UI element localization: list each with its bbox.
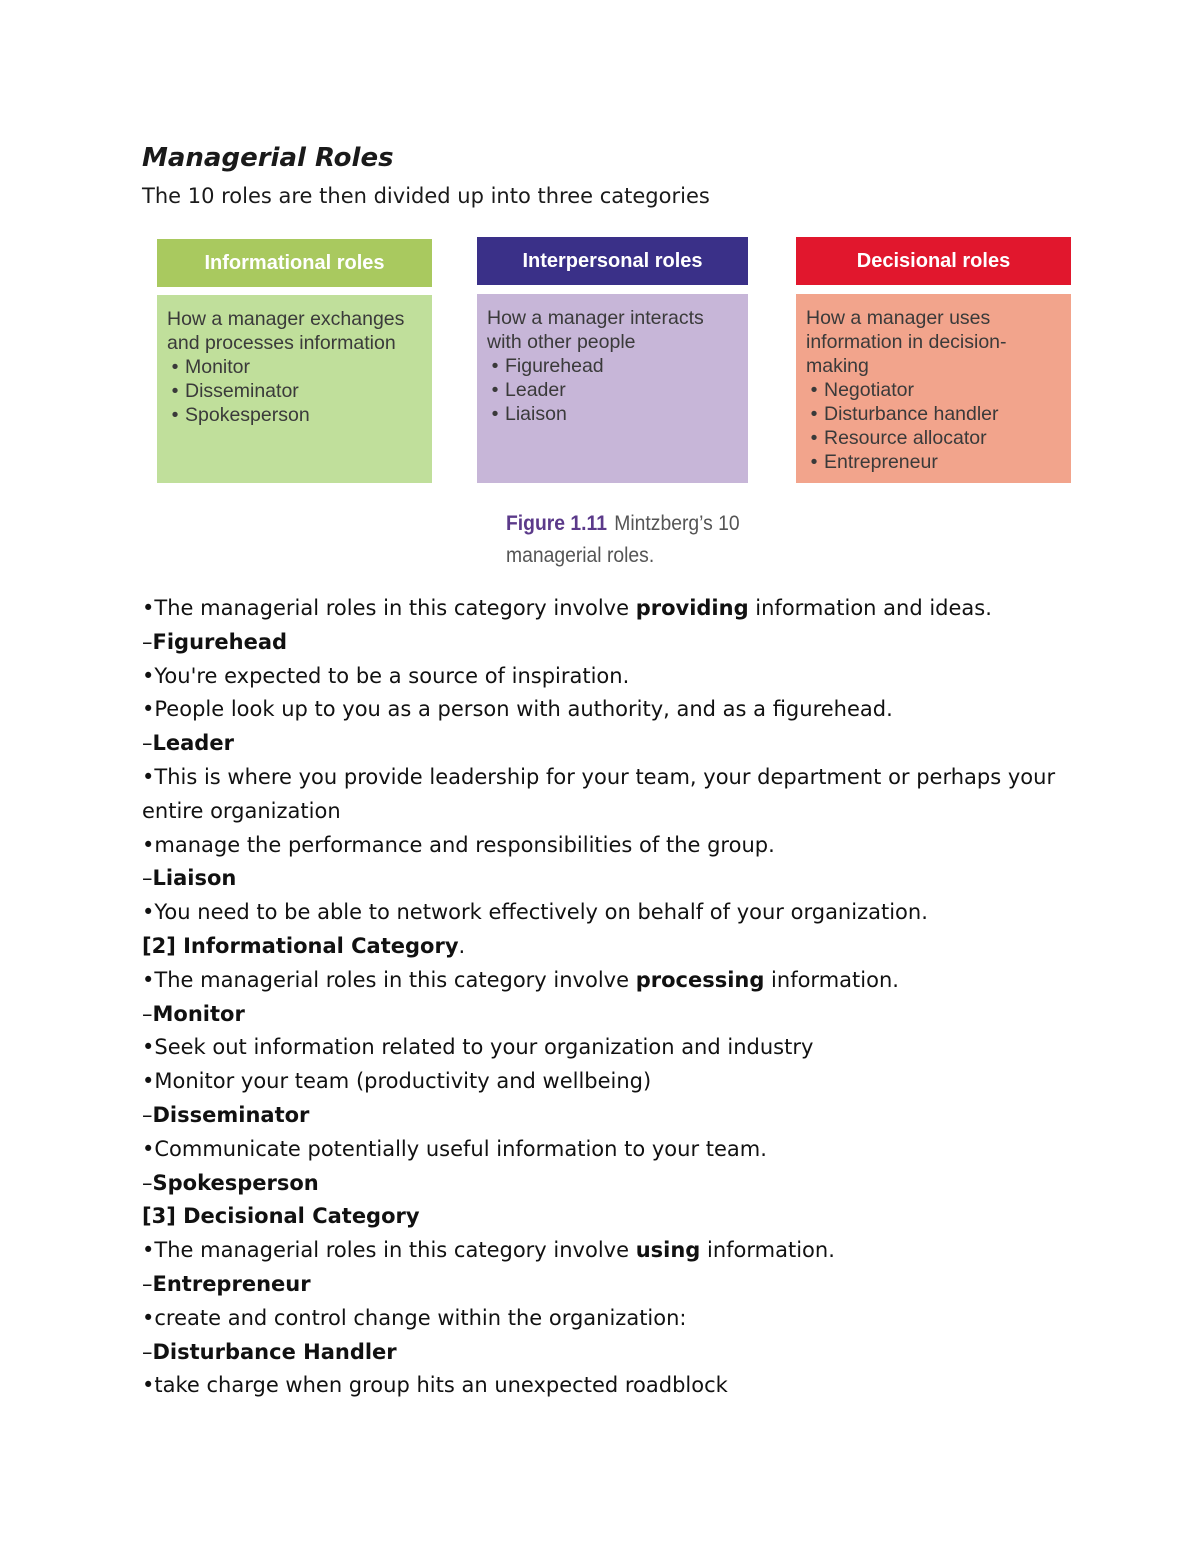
role-heading bbox=[142, 862, 1072, 896]
role-heading bbox=[142, 1167, 1072, 1201]
category-heading bbox=[142, 930, 1072, 964]
text-span: •The managerial roles in this category involve bbox=[142, 967, 636, 992]
role-list bbox=[487, 354, 738, 426]
role-list bbox=[167, 355, 422, 427]
text-span: – bbox=[142, 1339, 153, 1364]
bold-text: Monitor bbox=[152, 1001, 245, 1026]
column-body bbox=[157, 295, 432, 483]
role-item: • Negotiator bbox=[806, 378, 1061, 402]
text-span: •Communicate potentially useful information to your team. bbox=[142, 1136, 767, 1161]
bullet-line bbox=[142, 1234, 1072, 1268]
bold-text: Spokesperson bbox=[152, 1170, 319, 1195]
role-heading bbox=[142, 1336, 1072, 1370]
role-heading bbox=[142, 998, 1072, 1032]
column-description: How a manager exchanges and processes information bbox=[167, 308, 405, 354]
column-header: Interpersonal roles bbox=[477, 237, 748, 285]
bold-text: Figurehead bbox=[152, 629, 288, 654]
role-heading bbox=[142, 626, 1072, 660]
text-span: •create and control change within the organization: bbox=[142, 1305, 687, 1330]
bullet-line bbox=[142, 761, 1072, 829]
text-span: •manage the performance and responsibilities of the group. bbox=[142, 832, 775, 857]
body-text bbox=[142, 592, 1072, 1403]
bold-text: Liaison bbox=[152, 866, 237, 891]
bullet-line bbox=[142, 592, 1072, 626]
mintzberg-roles-figure bbox=[0, 0, 1200, 580]
bold-text: Entrepreneur bbox=[152, 1271, 311, 1296]
figure-caption-text: Mintzberg’s 10 managerial roles. bbox=[506, 512, 740, 567]
text-span: •Seek out information related to your organization and industry bbox=[142, 1035, 814, 1060]
text-span: . bbox=[458, 933, 466, 958]
role-item: • Disseminator bbox=[167, 379, 422, 403]
column-header: Informational roles bbox=[157, 239, 432, 287]
bullet-line bbox=[142, 660, 1072, 694]
text-span: – bbox=[142, 1170, 153, 1195]
bullet-line bbox=[142, 829, 1072, 863]
bullet-line bbox=[142, 1133, 1072, 1167]
role-item: • Monitor bbox=[167, 355, 422, 379]
role-item: • Disturbance handler bbox=[806, 402, 1061, 426]
role-item: • Entrepreneur bbox=[806, 450, 1061, 474]
text-span: information. bbox=[764, 967, 899, 992]
role-item: • Liaison bbox=[487, 402, 738, 426]
column-header: Decisional roles bbox=[796, 237, 1071, 285]
text-span: •take charge when group hits an unexpected roadblock bbox=[142, 1373, 728, 1398]
text-span: – bbox=[142, 1271, 153, 1296]
page-subtitle: The 10 roles are then divided up into three categories bbox=[142, 184, 710, 208]
text-span: •You need to be able to network effectively on behalf of your organization. bbox=[142, 900, 928, 925]
bold-text: processing bbox=[635, 967, 765, 992]
figure-caption bbox=[506, 508, 764, 572]
bullet-line bbox=[142, 1065, 1072, 1099]
text-span: •You're expected to be a source of inspiration. bbox=[142, 663, 630, 688]
column-body bbox=[796, 294, 1071, 483]
role-item: • Figurehead bbox=[487, 354, 738, 378]
role-heading bbox=[142, 1099, 1072, 1133]
role-item: • Resource allocator bbox=[806, 426, 1061, 450]
text-span: – bbox=[142, 866, 153, 891]
text-span: – bbox=[142, 731, 153, 756]
text-span: information. bbox=[700, 1238, 835, 1263]
text-span: information and ideas. bbox=[748, 596, 992, 620]
text-span: – bbox=[142, 1001, 153, 1026]
bold-text: [2] Informational Category bbox=[142, 933, 459, 958]
bullet-line bbox=[142, 964, 1072, 998]
bold-text: providing bbox=[635, 596, 749, 620]
text-span: •Monitor your team (productivity and wellbeing) bbox=[142, 1069, 652, 1094]
text-span: •The managerial roles in this category involve bbox=[142, 1238, 636, 1263]
role-item: • Leader bbox=[487, 378, 738, 402]
column-description: How a manager interacts with other people bbox=[487, 307, 704, 353]
category-heading bbox=[142, 1200, 1072, 1234]
bold-text: using bbox=[635, 1238, 701, 1263]
bullet-line bbox=[142, 896, 1072, 930]
role-heading bbox=[142, 727, 1072, 761]
bullet-line bbox=[142, 693, 1072, 727]
bullet-line bbox=[142, 1031, 1072, 1065]
role-heading bbox=[142, 1268, 1072, 1302]
text-span: •People look up to you as a person with authority, and as a figurehead. bbox=[142, 697, 893, 722]
bullet-line bbox=[142, 1369, 1072, 1403]
text-span: •This is where you provide leadership for your team, your department or perhaps your entire organization bbox=[142, 764, 1056, 823]
bold-text: Disturbance Handler bbox=[152, 1339, 397, 1364]
text-span: – bbox=[142, 1102, 153, 1127]
bold-text: [3] Decisional Category bbox=[142, 1204, 420, 1229]
text-span: – bbox=[142, 629, 153, 654]
role-item: • Spokesperson bbox=[167, 403, 422, 427]
figure-caption-label: Figure 1.11 bbox=[506, 512, 607, 535]
page-title: Managerial Roles bbox=[142, 143, 394, 173]
bold-text: Disseminator bbox=[152, 1102, 310, 1127]
bold-text: Leader bbox=[152, 731, 234, 756]
column-description: How a manager uses information in decision-making bbox=[806, 307, 1007, 377]
text-span: •The managerial roles in this category involve bbox=[142, 596, 636, 620]
role-list bbox=[806, 378, 1061, 474]
bullet-line bbox=[142, 1302, 1072, 1336]
column-body bbox=[477, 294, 748, 483]
